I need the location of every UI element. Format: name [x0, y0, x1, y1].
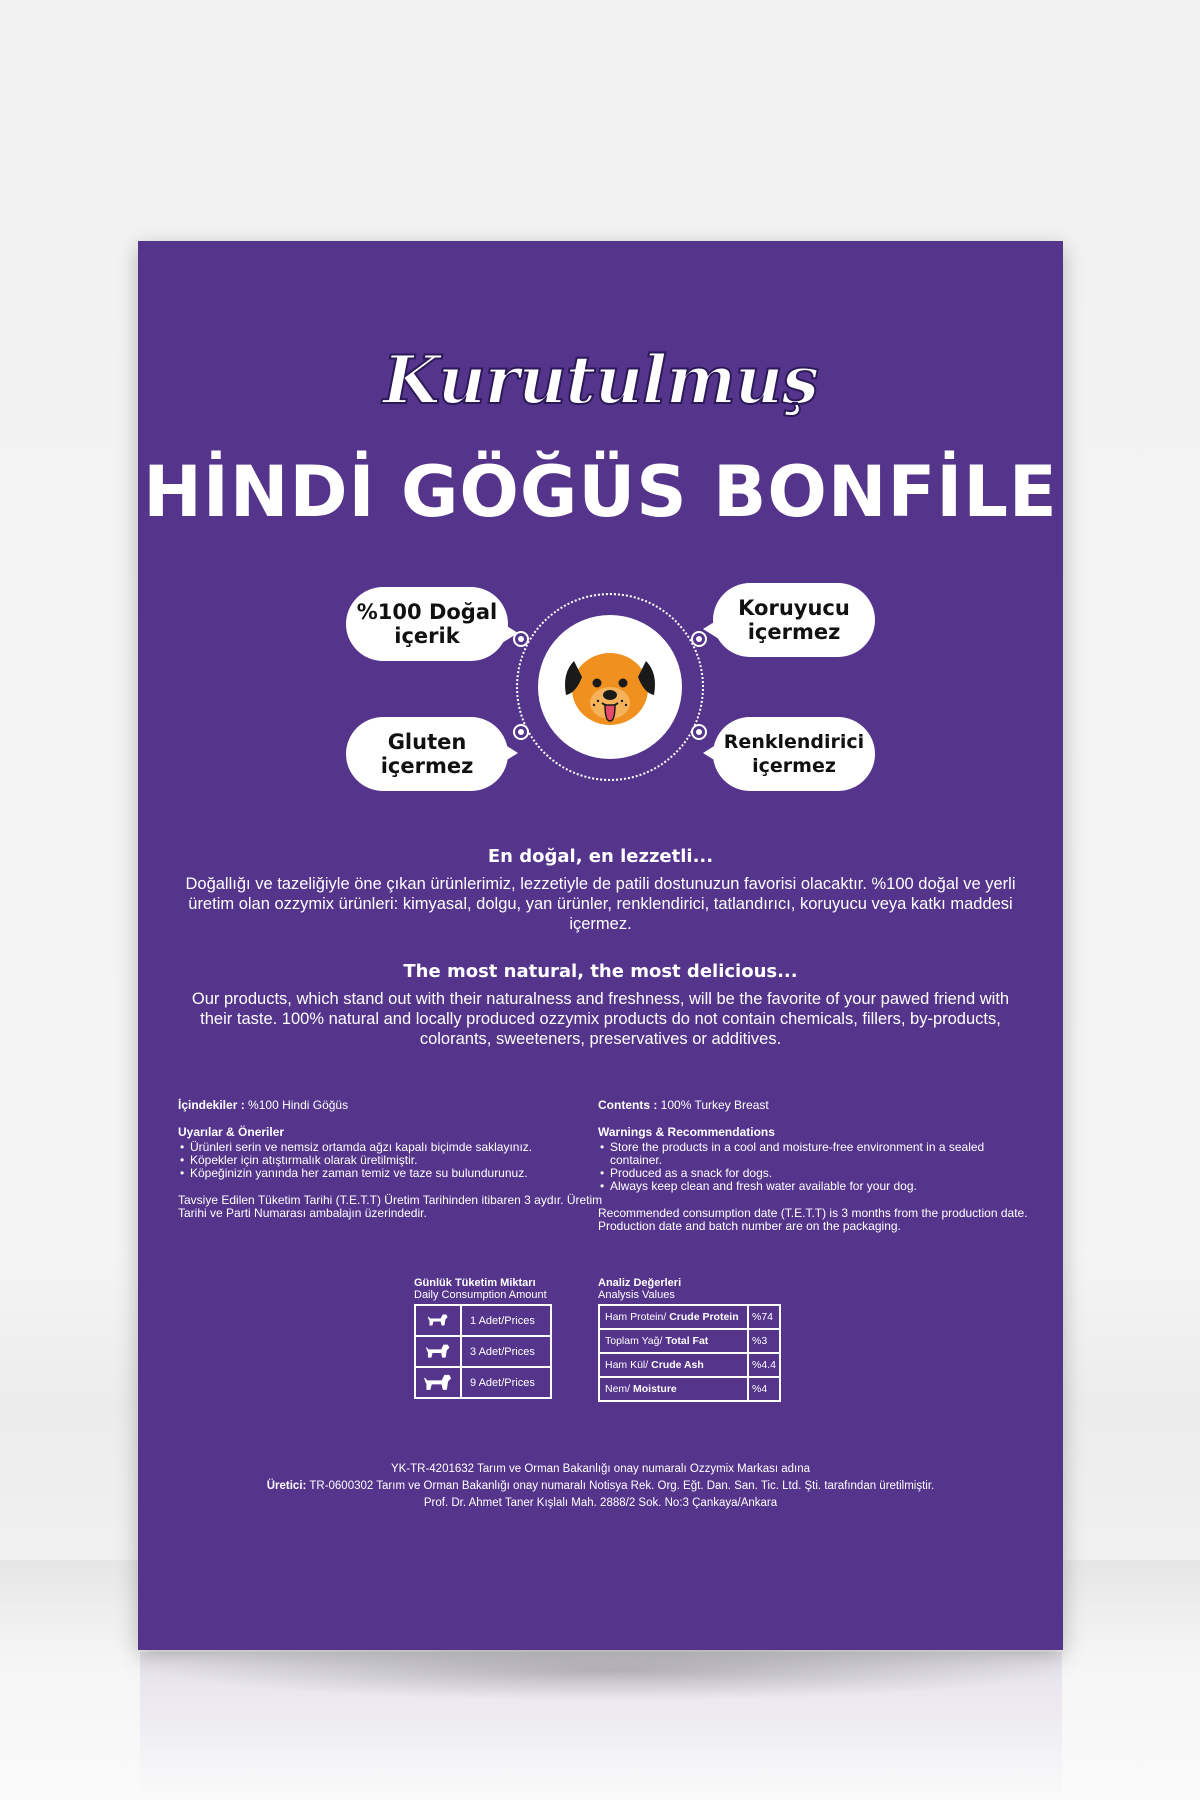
- warning-item: • Produced as a snack for dogs.: [598, 1167, 1028, 1180]
- feature-line: Koruyucu: [738, 596, 850, 620]
- script-title: Kurutulmuş: [382, 341, 819, 419]
- table-row: [599, 1329, 780, 1353]
- warning-item: • Store the products in a cool and moisture-free environment in a sealed container.: [598, 1141, 1028, 1167]
- feature-natural-content: [346, 587, 508, 661]
- nutrient-value: %3: [748, 1329, 780, 1353]
- dog-face-icon: [560, 637, 660, 737]
- feature-line: Renklendirici: [723, 731, 865, 753]
- shelf-life-note: Tavsiye Edilen Tüketim Tarihi (T.E.T.T) Üretim Tarihinden itibaren 3 aydır. Üretim Tarihi ve Parti Numarası ambalajın üzerindedir.: [178, 1193, 603, 1220]
- product-title: HİNDİ GÖĞÜS BONFİLE: [143, 451, 1058, 533]
- english-description: Our products, which stand out with their naturalness and freshness, will be the favorite of your pawed friend with their taste. 100% natural and locally produced ozzymix products do not contain chemicals, fillers, by-products, colorants, sweeteners, preservatives or additives.: [191, 990, 1010, 1048]
- producer-label: Üretici:: [266, 1480, 307, 1492]
- warning-item: • Ürünleri serin ve nemsiz ortamda ağzı kapalı biçimde saklayınız.: [178, 1141, 608, 1154]
- table-row: [415, 1336, 551, 1367]
- turkish-heading: En doğal, en lezzetli...: [487, 846, 714, 867]
- footer-producer-line: [138, 1478, 1063, 1495]
- daily-consumption-table: [414, 1277, 552, 1399]
- english-heading: The most natural, the most delicious...: [403, 961, 798, 982]
- producer-text: TR-0600302 Tarım ve Orman Bakanlığı onay numaralı Notisya Rek. Org. Eğt. Dan. San. Tic. Ltd. Şti. tarafından üretilmiştir.: [309, 1480, 935, 1492]
- nutrient-tr: Nem/: [605, 1383, 631, 1395]
- feature-line: içermez: [747, 620, 841, 644]
- table-title: Günlük Tüketim Miktarı: [414, 1277, 536, 1289]
- contents-value: 100% Turkey Breast: [660, 1098, 769, 1112]
- table-row: [415, 1305, 551, 1336]
- product-package: [138, 241, 1063, 1650]
- feature-line: %100 Doğal: [356, 600, 498, 624]
- nutrient-tr: Toplam Yağ/: [605, 1335, 663, 1347]
- nutrient-tr: Ham Protein/: [605, 1311, 667, 1323]
- feature-line: Gluten: [387, 730, 467, 754]
- warning-item: • Köpeğinizin yanında her zaman temiz ve taze su bulundurunuz.: [178, 1167, 608, 1180]
- nutrient-value: %4.4: [748, 1353, 780, 1377]
- nutrient-en: Total Fat: [665, 1335, 709, 1347]
- contents-line: [598, 1099, 1028, 1112]
- feature-line: içerik: [394, 624, 460, 648]
- feature-gluten-free: [346, 717, 508, 791]
- table-subtitle: Analysis Values: [598, 1289, 675, 1301]
- contents-label: İçindekiler :: [178, 1098, 245, 1112]
- amount-cell: 1 Adet/Prices: [461, 1305, 551, 1336]
- table-row: [599, 1305, 780, 1329]
- warnings-list: [178, 1141, 608, 1180]
- feature-no-colorant: [713, 717, 875, 791]
- warning-item: • Always keep clean and fresh water available for your dog.: [598, 1180, 1028, 1193]
- producer-footer: [138, 1461, 1063, 1512]
- small-dog-icon: [427, 1311, 449, 1327]
- table-title: Analiz Değerleri: [598, 1277, 682, 1289]
- shelf-life-note: Recommended consumption date (T.E.T.T) is 3 months from the production date. Production date and batch number are on the packaging.: [598, 1206, 1028, 1233]
- contents-line: [178, 1099, 608, 1112]
- dog-logo: [538, 615, 682, 759]
- connector-dot: [513, 724, 529, 740]
- table-row: [415, 1367, 551, 1398]
- turkish-description: Doğallığı ve tazeliğiyle öne çıkan ürünlerimiz, lezzetiyle de patili dostunuzun favorisi olacaktır. %100 doğal ve yerli üretim olan ozzymix ürünleri: kimyasal, dolgu, yan ürünler, renklendirici, tatlandırıcı, koruyucu veya katkı maddesi içermez.: [185, 875, 1016, 933]
- large-dog-icon: [423, 1369, 453, 1393]
- feature-line: içermez: [752, 755, 836, 777]
- amount-cell: 9 Adet/Prices: [461, 1367, 551, 1398]
- connector-dot: [691, 724, 707, 740]
- nutrient-en: Crude Ash: [651, 1359, 704, 1371]
- english-info-column: [598, 1099, 1028, 1233]
- nutrient-value: %74: [748, 1305, 780, 1329]
- warnings-title: Warnings & Recommendations: [598, 1125, 775, 1139]
- table-subtitle: Daily Consumption Amount: [414, 1289, 547, 1301]
- nutrient-tr: Ham Kül/: [605, 1359, 649, 1371]
- footer-address-line: Prof. Dr. Ahmet Taner Kışlalı Mah. 2888/2 Sok. No:3 Çankaya/Ankara: [423, 1497, 778, 1509]
- nutrient-value: %4: [748, 1377, 780, 1401]
- nutrient-en: Crude Protein: [669, 1311, 739, 1323]
- nutrient-en: Moisture: [633, 1383, 677, 1395]
- turkish-info-column: [178, 1099, 608, 1220]
- table-row: [599, 1377, 780, 1401]
- feature-no-preservative: [713, 583, 875, 657]
- warnings-title: Uyarılar & Öneriler: [178, 1125, 285, 1139]
- footer-approval-line: YK-TR-4201632 Tarım ve Orman Bakanlığı onay numaralı Ozzymix Markası adına: [390, 1463, 811, 1475]
- warnings-list: [598, 1141, 1028, 1193]
- contents-label: Contents :: [598, 1098, 658, 1112]
- contents-value: %100 Hindi Göğüs: [248, 1098, 349, 1112]
- amount-cell: 3 Adet/Prices: [461, 1336, 551, 1367]
- warning-item: • Köpekler için atıştırmalık olarak üretilmiştir.: [178, 1154, 608, 1167]
- analysis-values-table: [598, 1277, 781, 1402]
- medium-dog-icon: [425, 1340, 451, 1360]
- table-row: [599, 1353, 780, 1377]
- feature-line: içermez: [380, 754, 474, 778]
